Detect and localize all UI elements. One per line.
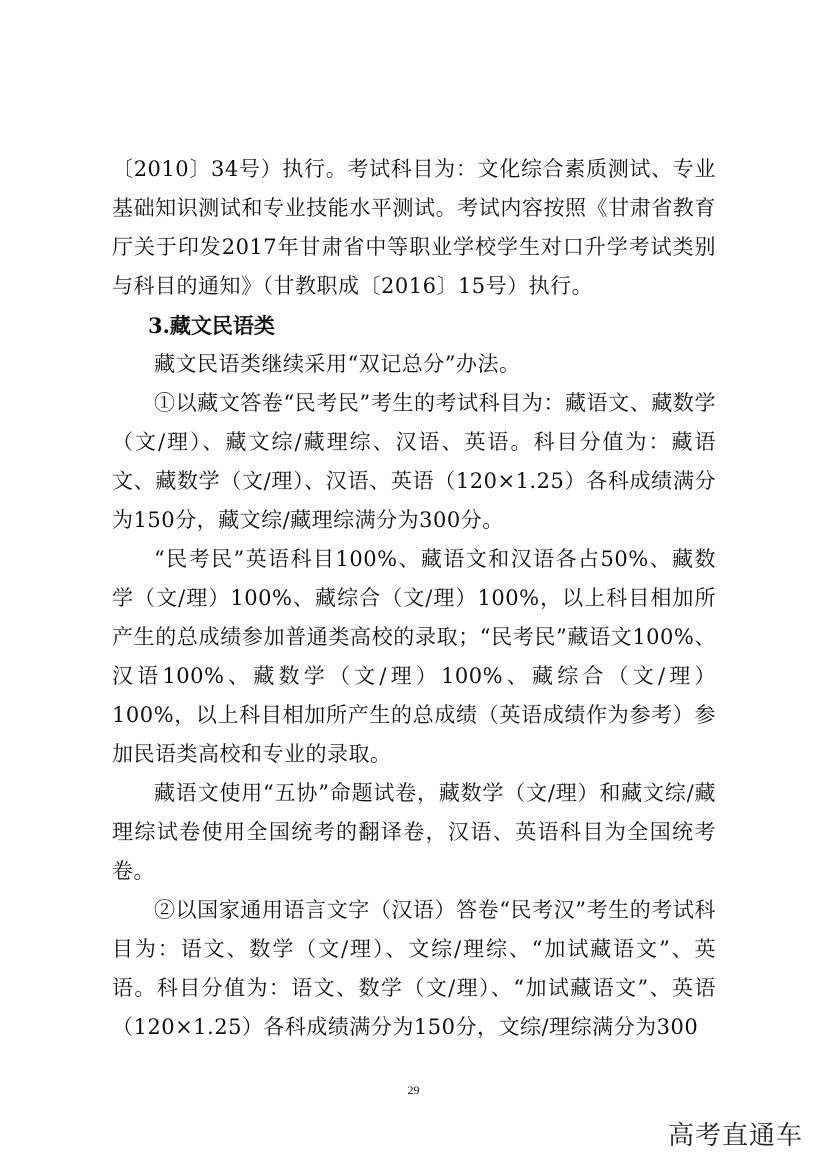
paragraph-min-kao-min-subjects: ①以藏文答卷“民考民”考生的考试科目为：藏语文、藏数学（文/理）、藏文综/藏理综、汉语、英语。科目分值为：藏语文、藏数学（文/理）、汉语、英语（120×1.25）各科成绩满分为150分，藏文综/藏理综满分为300分。 xyxy=(112,391,716,532)
paragraph-dual-score: 藏文民语类继续采用“双记总分”办法。 xyxy=(154,352,521,376)
section-heading-tibetan: 3.藏文民语类 xyxy=(148,313,275,338)
paragraph-exam-subjects: 〔2010〕34号）执行。考试科目为：文化综合素质测试、专业基础知识测试和专业技能水平测试。考试内容按照《甘肃省教育厅关于印发2017年甘肃省中等职业学校学生对口升学考试类别与科目的通知》（甘教职成〔2016〕15号）执行。 xyxy=(112,157,716,298)
body-text xyxy=(112,150,716,1047)
watermark-logo-text: 高考直通车 xyxy=(667,1121,803,1151)
paragraph-exam-papers: 藏语文使用“五协”命题试卷，藏数学（文/理）和藏文综/藏理综试卷使用全国统考的翻译卷，汉语、英语科目为全国统考卷。 xyxy=(112,781,716,883)
paragraph-score-weights: “民考民”英语科目100%、藏语文和汉语各占50%、藏数学（文/理）100%、藏综合（文/理）100%，以上科目相加所产生的总成绩参加普通类高校的录取；“民考民”藏语文100%、汉语100%、藏数学（文/理）100%、藏综合（文/理）100%，以上科目相加所产生的总成绩（英语成绩作为参考）参加民语类高校和专业的录取。 xyxy=(112,547,716,766)
paragraph-min-kao-han-subjects: ②以国家通用语言文字（汉语）答卷“民考汉”考生的考试科目为：语文、数学（文/理）、文综/理综、“加试藏语文”、英语。科目分值为：语文、数学（文/理）、“加试藏语文”、英语（120×1.25）各科成绩满分为150分，文综/理综满分为300 xyxy=(112,898,716,1039)
page-number: 29 xyxy=(407,1083,420,1097)
